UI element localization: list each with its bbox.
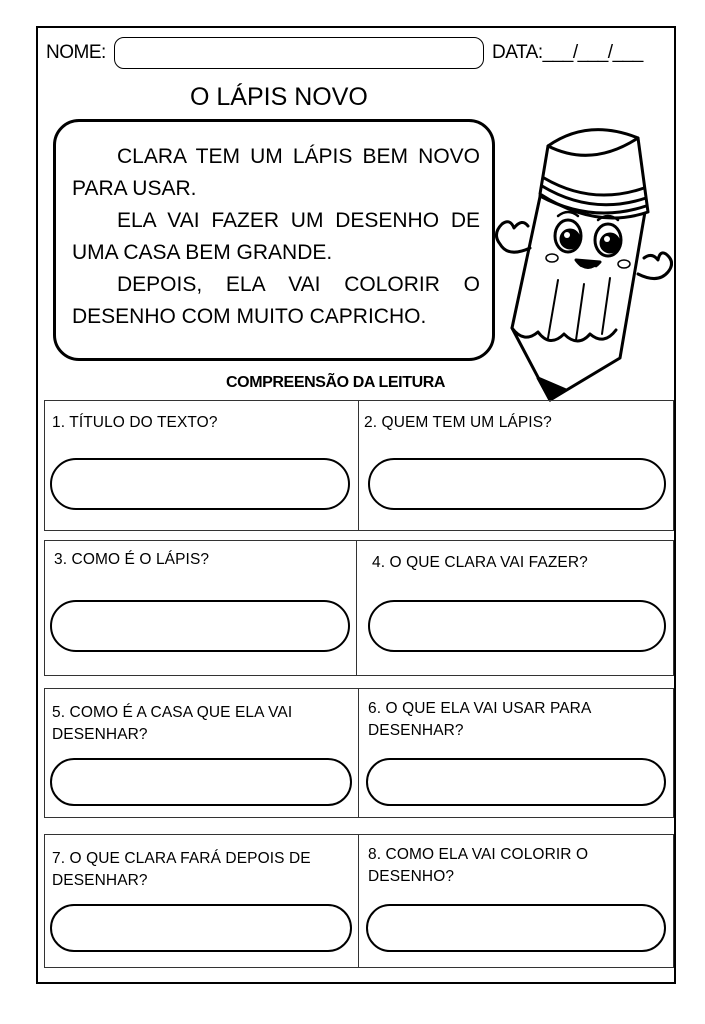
question-6-text: 6. O QUE ELA VAI USAR PARA DESENHAR? — [368, 700, 591, 739]
question-5-text: 5. COMO É A CASA QUE ELA VAI DESENHAR? — [52, 704, 293, 743]
row-divider — [358, 688, 359, 818]
page-title: O LÁPIS NOVO — [190, 83, 368, 111]
name-label: NOME: — [46, 42, 106, 63]
story-line: PARA USAR. — [72, 177, 197, 200]
answer-3-field[interactable] — [50, 600, 350, 652]
answer-5-field[interactable] — [50, 758, 352, 806]
story-text — [72, 141, 480, 333]
pencil-character-icon — [488, 108, 673, 403]
story-box — [53, 119, 495, 361]
story-line: UMA CASA BEM GRANDE. — [72, 241, 333, 264]
answer-2-field[interactable] — [368, 458, 666, 510]
question-1-text: 1. TÍTULO DO TEXTO? — [52, 414, 218, 431]
date-field[interactable]: DATA:___/___/___ — [492, 42, 643, 63]
story-line: DESENHO COM MUITO CAPRICHO. — [72, 305, 427, 328]
question-4-text: 4. O QUE CLARA VAI FAZER? — [372, 554, 588, 571]
row-divider — [356, 540, 357, 676]
answer-4-field[interactable] — [368, 600, 666, 652]
worksheet — [36, 26, 676, 984]
question-3-text: 3. COMO É O LÁPIS? — [54, 551, 210, 568]
question-7-text: 7. O QUE CLARA FARÁ DEPOIS DE DESENHAR? — [52, 850, 311, 889]
answer-7-field[interactable] — [50, 904, 352, 952]
question-2-text: 2. QUEM TEM UM LÁPIS? — [364, 414, 552, 431]
answer-8-field[interactable] — [366, 904, 666, 952]
row-divider — [358, 834, 359, 968]
question-8-text: 8. COMO ELA VAI COLORIR O DESENHO? — [368, 846, 589, 885]
name-field[interactable] — [114, 37, 484, 69]
section-title: COMPREENSÃO DA LEITURA — [226, 374, 446, 391]
story-line: ELA VAI FAZER UM DESENHO DE — [117, 209, 480, 232]
answer-6-field[interactable] — [366, 758, 666, 806]
answer-1-field[interactable] — [50, 458, 350, 510]
story-line: DEPOIS, ELA VAI COLORIR O — [117, 273, 480, 296]
row-divider — [358, 400, 359, 531]
story-line: CLARA TEM UM LÁPIS BEM NOVO — [117, 145, 480, 168]
